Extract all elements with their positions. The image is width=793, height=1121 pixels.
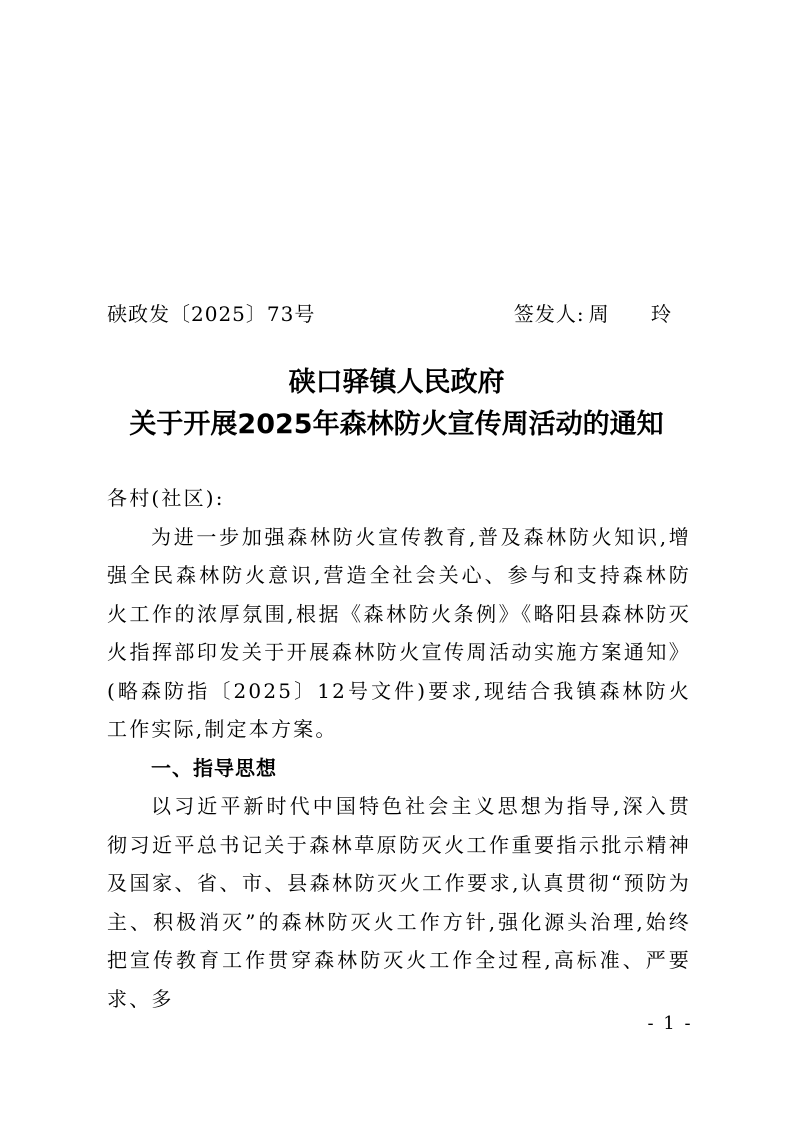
document-title (60, 362, 733, 446)
signer-block (514, 298, 689, 327)
document-body (107, 479, 691, 1018)
paragraph-guiding-ideology: 以习近平新时代中国特色社会主义思想为指导,深入贯彻习近平总书记关于森林草原防灭火工作重要指示批示精神及国家、省、市、县森林防灭火工作要求,认真贯彻“预防为主、积极消灭”的森林防灭火工作方针,强化源头治理,始终把宣传教育工作贯穿森林防灭火工作全过程,高标准、严要求、多 (107, 794, 691, 1011)
signer-name: 周 玲 (588, 301, 689, 326)
page-number: - 1 - (647, 1013, 693, 1034)
document-number: 硖政发〔2025〕73号 (107, 301, 316, 326)
title-line-1: 硖口驿镇人民政府 (288, 367, 505, 398)
salutation: 各村(社区): (107, 486, 225, 510)
title-line-2: 关于开展2025年森林防火宣传周活动的通知 (129, 409, 664, 440)
paragraph-intro: 为进一步加强森林防火宣传教育,普及森林防火知识,增强全民森林防火意识,营造全社会关心、参与和支持森林防火工作的浓厚氛围,根据《森林防火条例》《略阳县森林防灭火指挥部印发关于开展森林防火宣传周活动实施方案通知》(略森防指〔2025〕12号文件)要求,现结合我镇森林防火工作实际,制定本方案。 (107, 524, 691, 741)
signer-label: 签发人: (513, 301, 585, 326)
section-heading-guiding-ideology: 一、指导思想 (151, 755, 277, 780)
document-header (107, 296, 689, 328)
